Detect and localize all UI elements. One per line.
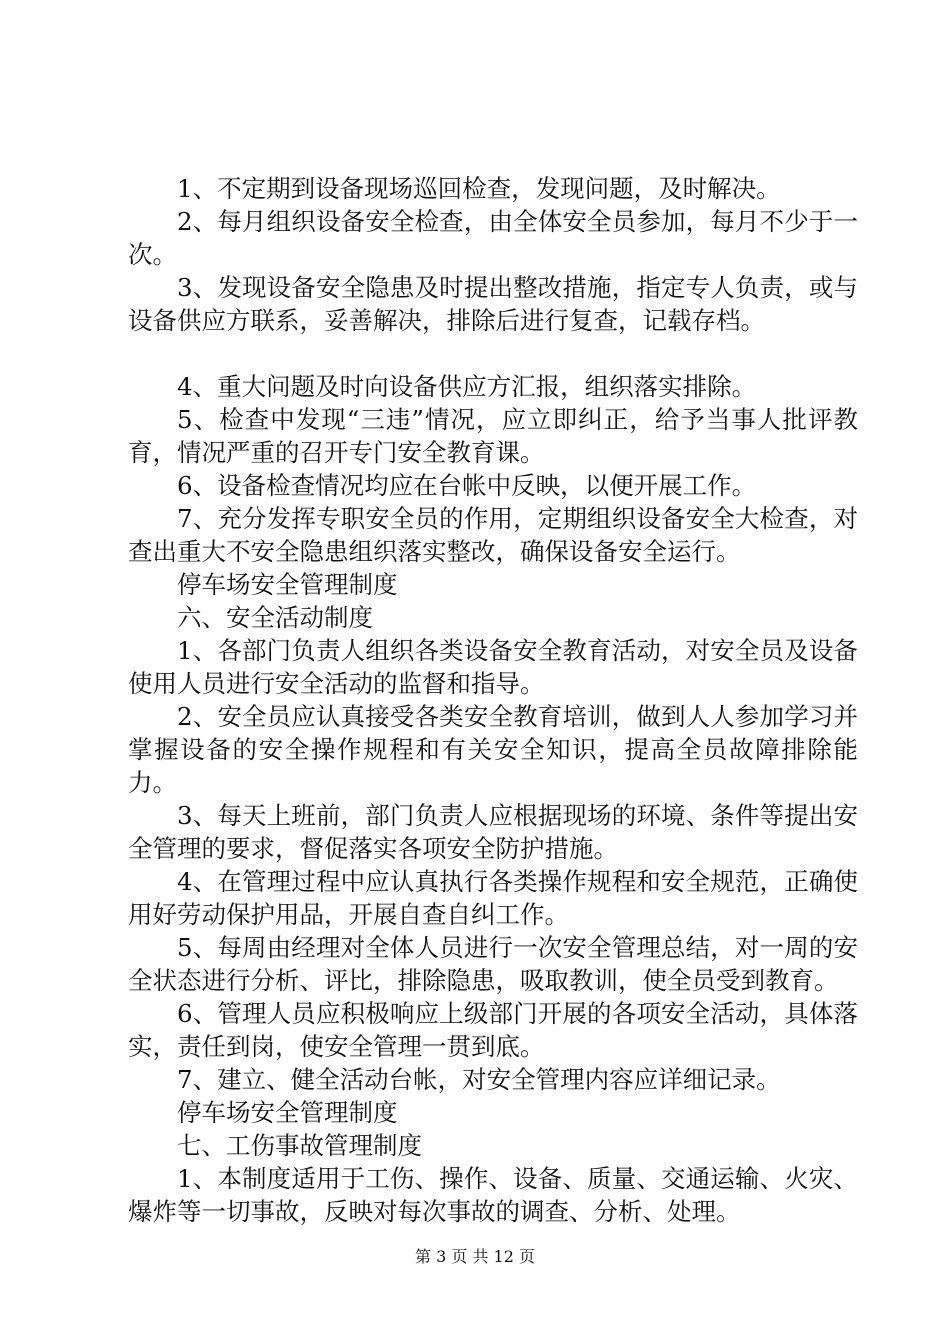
paragraph: 6、管理人员应积极响应上级部门开展的各项安全活动，具体落实，责任到岗，使安全管理一贯到底。 — [128, 999, 858, 1061]
section-heading: 六、安全活动制度 — [177, 603, 373, 632]
paragraph: 4、在管理过程中应认真执行各类操作规程和安全规范，正确使用好劳动保护用品，开展自查自纠工作。 — [128, 867, 858, 929]
paragraph: 5、每周由经理对全体人员进行一次安全管理总结，对一周的安全状态进行分析、评比，排除隐患，吸取教训，使全员受到教育。 — [128, 933, 858, 995]
paragraph: 1、不定期到设备现场巡回检查，发现问题，及时解决。 — [177, 174, 781, 203]
paragraph: 4、重大问题及时向设备供应方汇报，组织落实排除。 — [177, 372, 757, 401]
section-heading: 七、工伤事故管理制度 — [177, 1131, 422, 1160]
section-heading: 停车场安全管理制度 — [177, 570, 398, 599]
paragraph: 7、建立、健全活动台帐，对安全管理内容应详细记录。 — [177, 1065, 781, 1094]
paragraph: 5、检查中发现“三违”情况，应立即纠正，给予当事人批评教育，情况严重的召开专门安全教育课。 — [128, 405, 858, 467]
paragraph: 1、各部门负责人组织各类设备安全教育活动，对安全员及设备使用人员进行安全活动的监督和指导。 — [128, 636, 858, 698]
paragraph: 7、充分发挥专职安全员的作用，定期组织设备安全大检查，对查出重大不安全隐患组织落实整改，确保设备安全运行。 — [128, 504, 858, 566]
paragraph: 3、每天上班前，部门负责人应根据现场的环境、条件等提出安全管理的要求，督促落实各项安全防护措施。 — [128, 801, 858, 863]
paragraph: 1、本制度适用于工伤、操作、设备、质量、交通运输、火灾、爆炸等一切事故，反映对每次事故的调查、分析、处理。 — [128, 1164, 858, 1226]
section-heading: 停车场安全管理制度 — [177, 1098, 398, 1127]
paragraph: 2、每月组织设备安全检查，由全体安全员参加，每月不少于一次。 — [128, 207, 858, 269]
document-body — [128, 172, 858, 1228]
paragraph: 2、安全员应认真接受各类安全教育培训，做到人人参加学习并掌握设备的安全操作规程和有关安全知识，提高全员故障排除能力。 — [128, 702, 858, 797]
page-number-footer: 第 3 页 共 12 页 — [415, 1247, 535, 1266]
paragraph: 3、发现设备安全隐患及时提出整改措施，指定专人负责，或与设备供应方联系，妥善解决，排除后进行复查，记载存档。 — [128, 273, 858, 335]
paragraph: 6、设备检查情况均应在台帐中反映，以便开展工作。 — [177, 471, 757, 500]
